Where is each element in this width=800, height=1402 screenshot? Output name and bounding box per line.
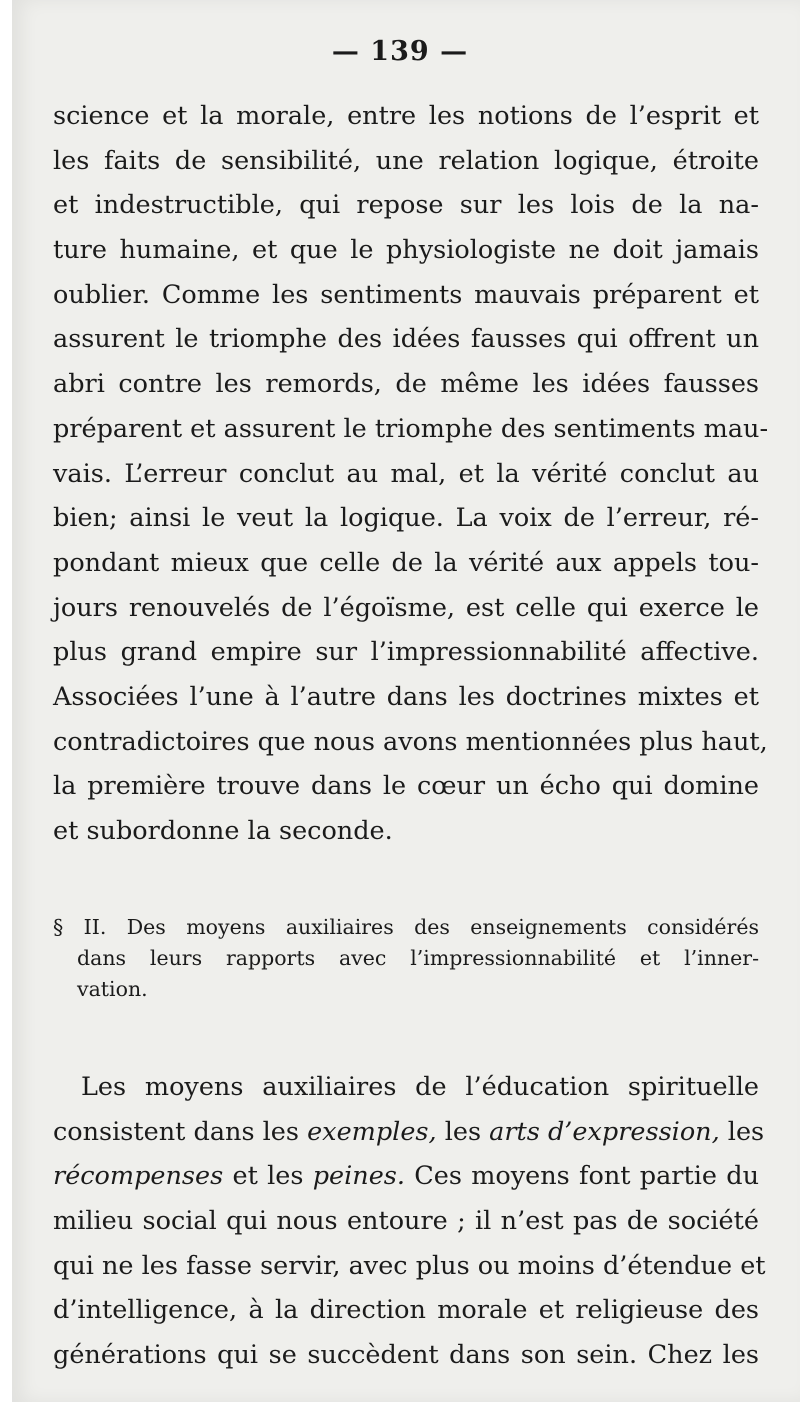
text-line: et indestructible, qui repose sur les lois de la na- [53,190,759,221]
text-line: contradictoires que nous avons mentionnées plus haut, [53,726,768,757]
text-line: oublier. Comme les sentiments mauvais préparent et [53,279,759,310]
section-heading-line: vation. [77,977,148,1001]
page-number: — 139 — [331,36,469,67]
book-page [12,0,800,1402]
text-line: ture humaine, et que le physiologiste ne doit jamais [53,235,759,266]
text-line: d’intelligence, à la direction morale et religieuse des [53,1295,759,1326]
text-line: vais. L’erreur conclut au mal, et la vérité conclut au [53,458,759,489]
text-line: qui ne les fasse servir, avec plus ou moins d’étendue et [53,1250,766,1281]
text-line: pondant mieux que celle de la vérité aux appels tou- [53,547,759,578]
text-line: bien; ainsi le veut la logique. La voix de l’erreur, ré- [53,503,759,534]
italic-term: peines. [312,1161,405,1192]
text-line [53,1154,759,1199]
text-run: et les [223,1161,313,1192]
section-heading [53,912,759,1005]
section-heading-line: § II. Des moyens auxiliaires des enseignements considérés [53,915,759,939]
text-line: Associées l’une à l’autre dans les doctrines mixtes et [53,681,759,712]
text-line: abri contre les remords, de même les idées fausses [53,369,759,400]
text-run: consistent dans les [53,1116,308,1147]
text-line: préparent et assurent le triomphe des sentiments mau- [53,413,769,444]
text-line: la première trouve dans le cœur un écho qui domine [53,771,759,802]
text-line: jours renouvelés de l’égoïsme, est celle qui exerce le [53,592,759,623]
text-line: générations qui se succèdent dans son sein. Chez les [53,1340,759,1371]
text-run: Ces moyens font partie du [404,1161,759,1192]
text-line: milieu social qui nous entoure ; il n’est pas de société [53,1206,759,1237]
text-line: plus grand empire sur l’impressionnabilité affective. [53,637,759,668]
italic-term: exemples, [307,1116,437,1147]
italic-term: récompenses [53,1161,224,1192]
italic-term: arts d’expression, [489,1116,720,1147]
text-line: et subordonne la seconde. [53,816,393,846]
text-line: les faits de sensibilité, une relation logique, étroite [53,145,759,176]
text-line: assurent le triomphe des idées fausses qui offrent un [53,324,759,355]
body-paragraph [53,94,769,854]
text-run: les [719,1116,765,1147]
text-line: science et la morale, entre les notions de l’esprit et [53,101,759,131]
section-heading-line: dans leurs rapports avec l’impressionnabilité et l’inner- [77,946,759,970]
body-paragraph [53,1065,766,1378]
text-line [53,1110,765,1155]
text-line: Les moyens auxiliaires de l’éducation spirituelle [81,1072,759,1102]
text-run: les [436,1116,490,1147]
